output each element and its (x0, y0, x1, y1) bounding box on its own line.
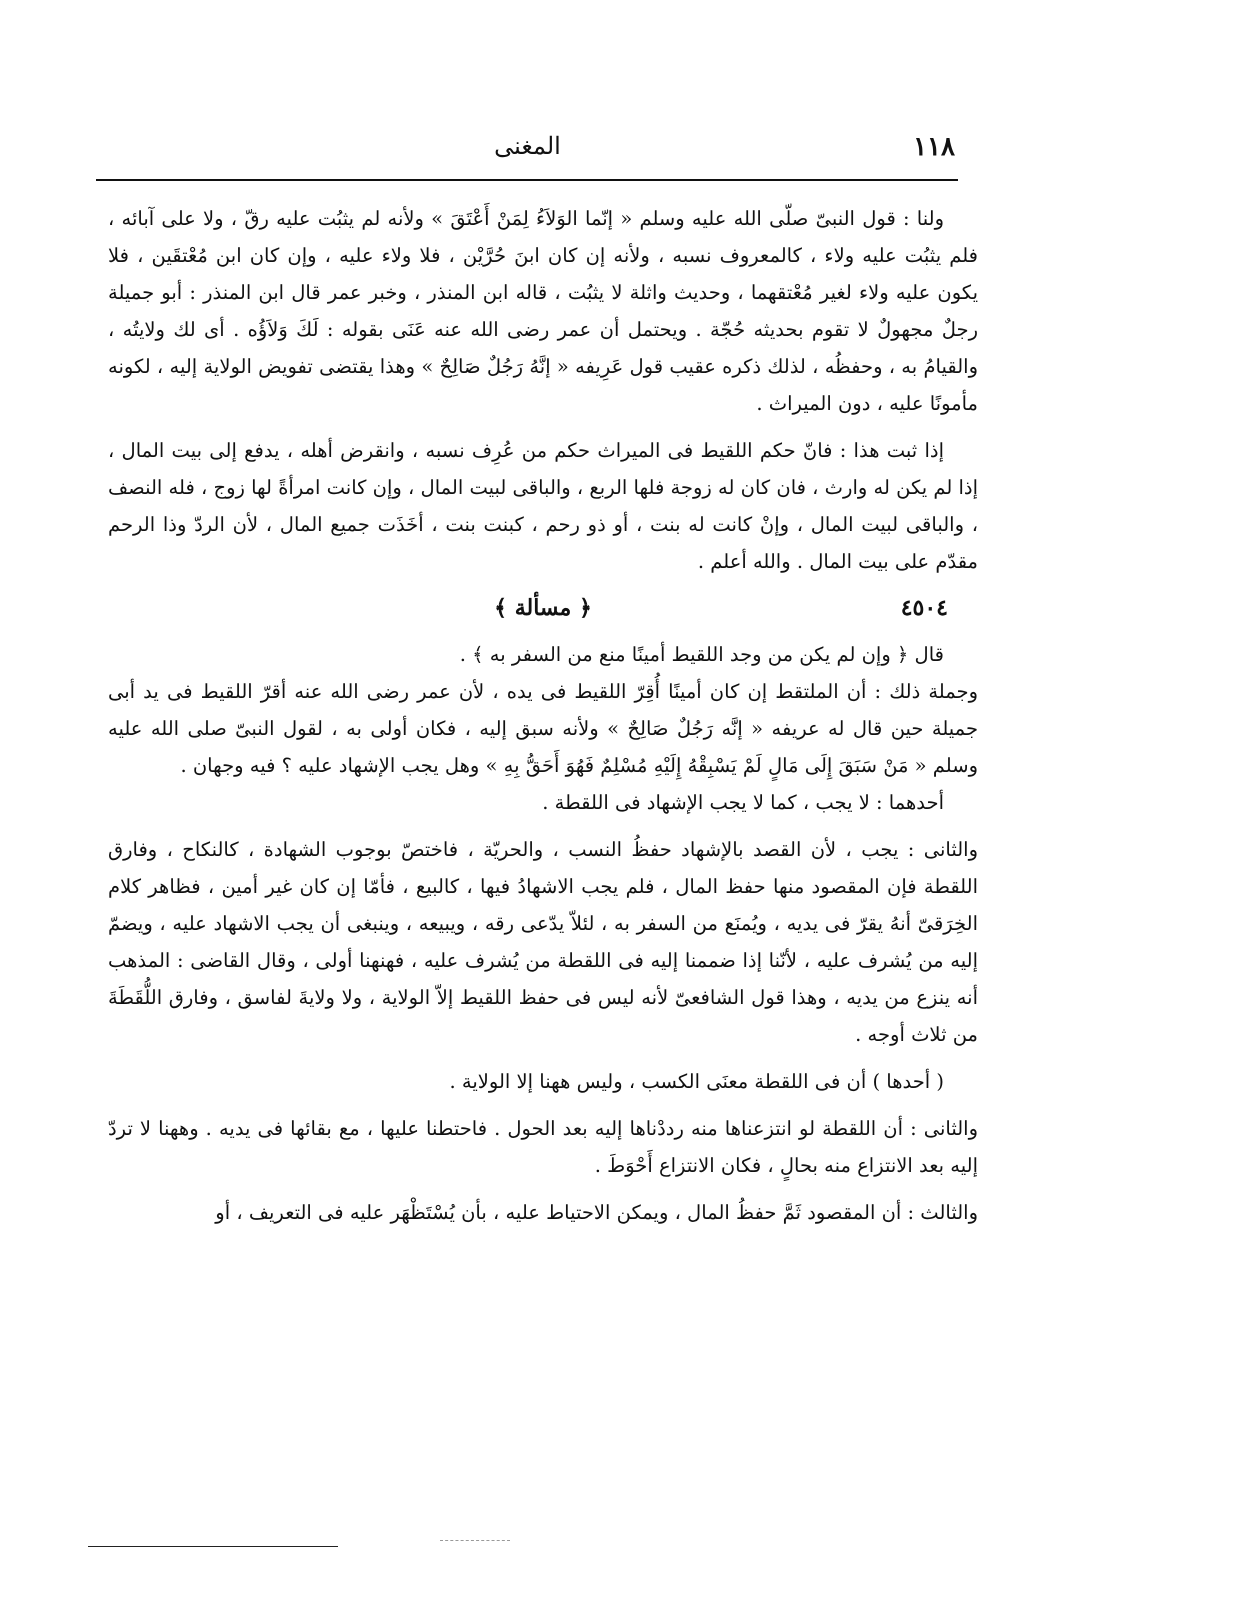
footer-mark (440, 1540, 510, 1541)
paragraph: ( أحدها ) أن فى اللقطة معنَى الكسب ، وليس ههنا إلا الولاية . (449, 1070, 944, 1093)
paragraph: والثانى : أن اللقطة لو انتزعناها منه رددْناها إليه بعد الحول . فاحتطنا عليها ، مع بقائها فى يديه . وههنا لا تردّ إليه بعد الانتزاع منه بحالٍ ، فكان الانتزاع أَحْوَطَ . (108, 1117, 978, 1177)
running-title: المغنى (494, 132, 561, 160)
paragraph: والثالث : أن المقصود ثَمَّ حفظُ المال ، ويمكن الاحتياط عليه ، بأن يُسْتَظْهَر عليه فى التعريف ، أو (215, 1201, 978, 1224)
page-number: ١١٨ (913, 132, 955, 162)
footer-rule (88, 1546, 338, 1547)
body-text (108, 200, 978, 1231)
paragraph: قال ﴿ وإن لم يكن من وجد اللقيط أمينًا منع من السفر به ﴾ . (459, 643, 944, 666)
masala-title: ﴿ مسألة ﴾ (494, 595, 592, 621)
paragraph: أحدهما : لا يجب ، كما لا يجب الإشهاد فى اللقطة . (542, 791, 944, 814)
paragraph: ولنا : قول النبىّ صلّى الله عليه وسلم « إنّما الوَلاَءُ لِمَنْ أَعْتَقَ » ولأنه لم يثبُت عليه رقّ ، ولا على آبائه ، فلم يثبُت عليه ولاء ، كالمعروف نسبه ، ولأنه إن كان ابنَ حُرَّيْن ، فلا ولاء عليه ، وإن كان ابن مُعْتقَين ، فلا يكون عليه ولاء لغير مُعْتقهما ، وحديث واثلة لا يثبُت ، قاله ابن المنذر ، وخبر عمر قال ابن المنذر : أبو جميلة رجلٌ مجهولٌ لا تقوم بحديثه حُجّة . ويحتمل أن عمر رضى الله عنه عَنَى بقوله : لَكَ وَلاَؤُه . أى لك ولايتُه ، والقيامُ به ، وحفظُه ، لذلك ذكره عقيب قول عَرِيفه « إنَّهُ رَجُلٌ صَالِحٌ » وهذا يقتضى تفويض الولاية إليه ، لكونه مأمونًا عليه ، دون الميراث . (108, 207, 978, 415)
masala-heading (108, 590, 978, 632)
masala-number: ٤٥٠٤ (900, 595, 948, 621)
paragraph: والثانى : يجب ، لأن القصد بالإشهاد حفظُ النسب ، والحريّة ، فاختصّ بوجوب الشهادة ، كالنكاح ، وفارق اللقطة فإن المقصود منها حفظ المال ، فلم يجب الاشهادُ فيها ، كالبيع ، فأمّا إن كان غير أمين ، فظاهر كلام الخِرَقىّ أنهُ يقرّ فى يديه ، ويُمنَع من السفر به ، لئلاّ يدّعى رقه ، ويبيعه ، وينبغى أن يجب الاشهاد عليه ، ويضمّ إليه من يُشرف عليه ، لأنّنا إذا ضممنا إليه فى اللقطة من يُشرف عليه ، فهنهنا أولى ، وقال القاضى : المذهب أنه ينزع من يديه ، وهذا قول الشافعىّ لأنه ليس فى حفظ اللقيط إلاّ الولاية ، ولا ولايةَ لفاسق ، وفارق اللُّقَطَةَ من ثلاث أوجه . (108, 838, 978, 1046)
paragraph: وجملة ذلك : أن الملتقط إن كان أمينًا أُقِرّ اللقيط فى يده ، لأن عمر رضى الله عنه أقرّ اللقيط فى يد أبى جميلة حين قال له عريفه « إنَّه رَجُلٌ صَالِحٌ » ولأنه سبق إليه ، فكان أولى به ، لقول النبىّ صلى الله عليه وسلم « مَنْ سَبَقَ إِلَى مَالٍ لَمْ يَسْبِقْهُ إِلَيْهِ مُسْلِمٌ فَهُوَ أَحَقُّ بِهِ » وهل يجب الإشهاد عليه ؟ فيه وجهان . (108, 680, 978, 777)
paragraph: إذا ثبت هذا : فانّ حكم اللقيط فى الميراث حكم من عُرِف نسبه ، وانقرض أهله ، يدفع إلى بيت المال ، إذا لم يكن له وارث ، فان كان له زوجة فلها الربع ، والباقى لبيت المال ، وإن كانت امرأةً لها زوج ، فله النصف ، والباقى لبيت المال ، وإنْ كانت له بنت ، أو ذو رحم ، كبنت بنت ، أخَذَت جميع المال ، لأن الردّ وذا الرحم مقدّم على بيت المال . والله أعلم . (108, 439, 978, 573)
page-header (100, 128, 955, 178)
header-rule (96, 179, 958, 181)
